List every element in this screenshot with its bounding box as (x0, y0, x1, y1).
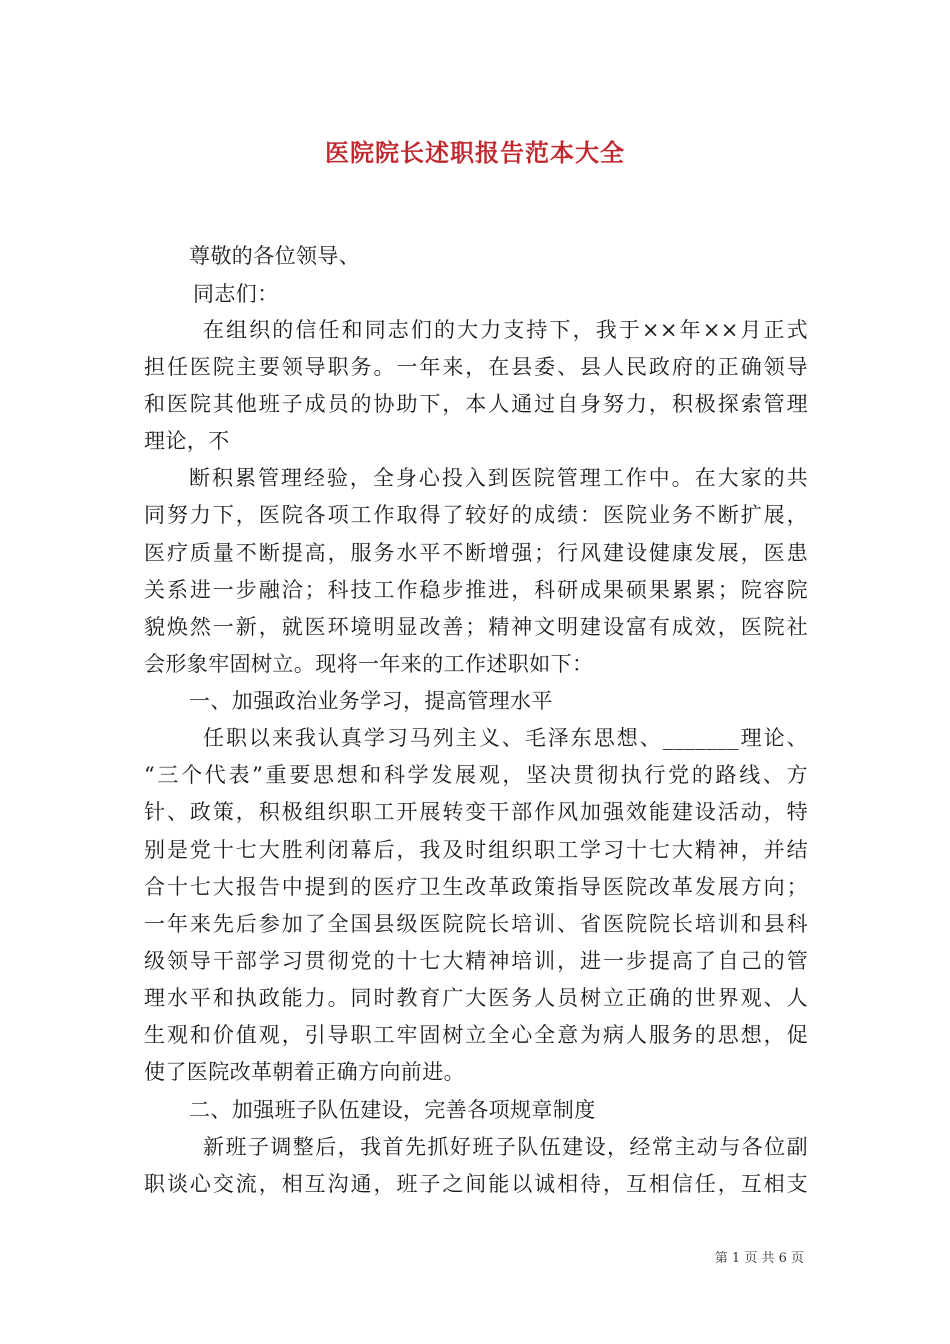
paragraph-line: 一年来先后参加了全国县级医院院长培训、省医院院长培训和县科 (144, 912, 808, 936)
paragraph-line: 理论，不 (144, 429, 230, 453)
paragraph-line: 级领导干部学习贯彻党的十七大精神培训，进一步提高了自己的管 (144, 949, 808, 973)
paragraph-line: 关系进一步融洽；科技工作稳步推进，科研成果硕果累累；院容院 (144, 578, 808, 602)
paragraph-line: 担任医院主要领导职务。一年来，在县委、县人民政府的正确领导 (144, 355, 808, 379)
paragraph-line: 合十七大报告中提到的医疗卫生改革政策指导医院改革发展方向； (144, 875, 808, 899)
salutation-line-2: 同志们： (193, 282, 279, 306)
paragraph-line: 会形象牢固树立。现将一年来的工作述职如下： (144, 652, 594, 676)
paragraph-line: 同努力下，医院各项工作取得了较好的成绩：医院业务不断扩展， (144, 503, 808, 527)
paragraph-line: 生观和价值观，引导职工牢固树立全心全意为病人服务的思想，促 (144, 1023, 808, 1047)
paragraph-line: 职谈心交流，相互沟通，班子之间能以诚相待，互相信任，互相支 (144, 1172, 808, 1196)
paragraph-line: 使了医院改革朝着正确方向前进。 (144, 1060, 465, 1084)
paragraph-line: 和医院其他班子成员的协助下，本人通过自身努力，积极探索管理 (144, 392, 808, 416)
paragraph-line: 别是党十七大胜利闭幕后，我及时组织职工学习十七大精神，并结 (144, 838, 808, 862)
section-heading-1: 一、加强政治业务学习，提高管理水平 (189, 689, 553, 713)
paragraph-line: 理水平和执政能力。同时教育广大医务人员树立正确的世界观、人 (144, 986, 808, 1010)
salutation-line-1: 尊敬的各位领导、 (189, 244, 361, 268)
paragraph-line: 断积累管理经验，全身心投入到医院管理工作中。在大家的共 (189, 466, 808, 490)
paragraph-line: 医疗质量不断提高，服务水平不断增强；行风建设健康发展，医患 (144, 541, 808, 565)
paragraph-line: 任职以来我认真学习马列主义、毛泽东思想、_______理论、 (203, 726, 808, 750)
paragraph-line: 新班子调整后，我首先抓好班子队伍建设，经常主动与各位副 (203, 1135, 808, 1159)
section-heading-2: 二、加强班子队伍建设，完善各项规章制度 (189, 1098, 596, 1122)
page-number: 第 1 页 共 6 页 (714, 1251, 804, 1266)
paragraph-line: 针、政策，积极组织职工开展转变干部作风加强效能建设活动，特 (144, 800, 808, 824)
document-title: 医院院长述职报告范本大全 (325, 138, 625, 167)
paragraph-line: “三个代表”重要思想和科学发展观，坚决贯彻执行党的路线、方 (144, 763, 808, 787)
paragraph-line: 在组织的信任和同志们的大力支持下，我于××年××月正式 (203, 318, 808, 342)
paragraph-line: 貌焕然一新，就医环境明显改善；精神文明建设富有成效，医院社 (144, 615, 808, 639)
